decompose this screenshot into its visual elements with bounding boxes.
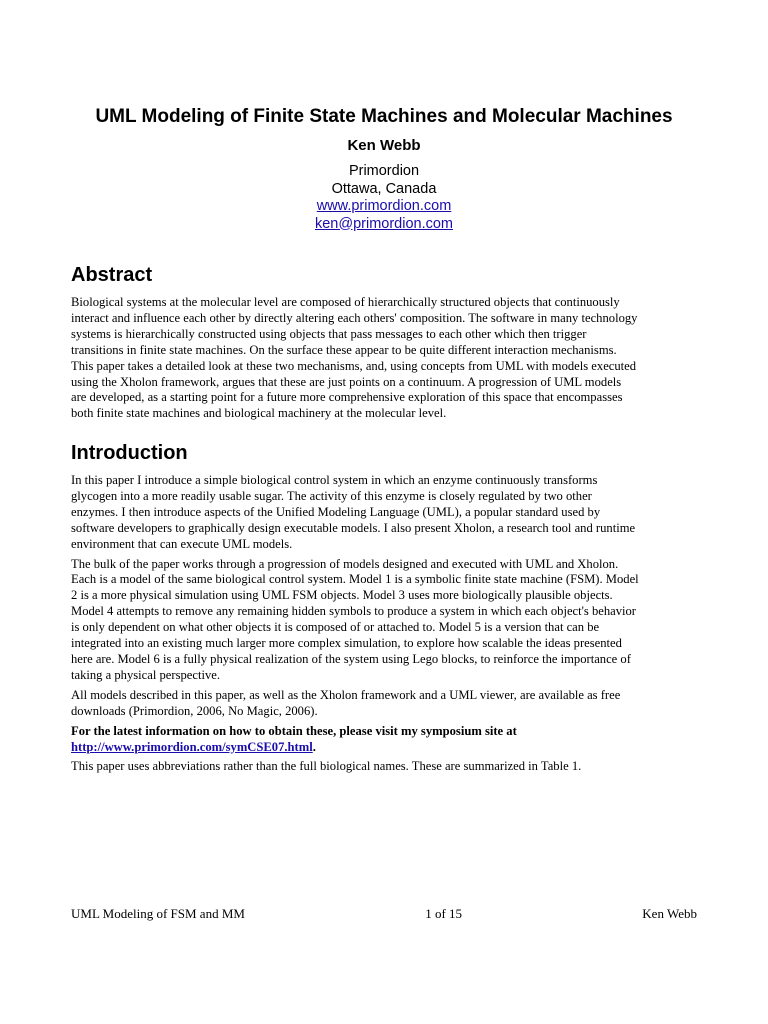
intro-line: Each is a model of the same biological control system. Model 1 is a symbolic finite state machine (FSM). Model bbox=[71, 572, 639, 587]
abstract-line: transitions in finite state machines. On the surface these appear to be quite different interaction mechanisms. bbox=[71, 342, 617, 357]
intro-paragraph-4 bbox=[71, 724, 703, 756]
intro-line: is only dependent on what other objects it is composed of or attached to. Model 5 is a version that can be bbox=[71, 620, 600, 635]
intro-line: Model 4 attempts to remove any remaining hidden symbols to produce a system in which each object's behavior bbox=[71, 604, 637, 619]
author-name: Ken Webb bbox=[347, 137, 421, 154]
intro-paragraph-1 bbox=[71, 473, 703, 553]
abstract-heading: Abstract bbox=[71, 264, 153, 286]
author-affiliation bbox=[0, 163, 768, 233]
intro-paragraph-5 bbox=[71, 759, 703, 775]
footer-author: Ken Webb bbox=[642, 906, 697, 921]
page-footer bbox=[71, 906, 697, 922]
email-link[interactable]: ken@primordion.com bbox=[314, 215, 454, 232]
organization: Primordion bbox=[348, 163, 420, 179]
abstract-line: Biological systems at the molecular level are composed of hierarchically structured objects that continuously bbox=[71, 295, 620, 309]
abstract-line: are developed, as a starting point for a future more comprehensive exploration of this space that encompasses bbox=[71, 390, 623, 405]
location: Ottawa, Canada bbox=[331, 180, 437, 197]
footer-short-title: UML Modeling of FSM and MM bbox=[71, 906, 245, 921]
introduction-body bbox=[71, 473, 703, 779]
abstract-line: systems is hierarchically constructed using objects that pass messages to each other which then trigger bbox=[71, 326, 587, 341]
intro-line: enzymes. I then introduce aspects of the Unified Modeling Language (UML), a popular standard used by bbox=[71, 504, 601, 519]
introduction-heading: Introduction bbox=[71, 442, 188, 464]
intro-line: downloads (Primordion, 2006, No Magic, 2006). bbox=[71, 703, 318, 718]
intro-line: here are. Model 6 is a fully physical realization of the system using Lego blocks, to reinforce the importance of bbox=[71, 651, 631, 666]
intro-line: integrated into an existing much larger more complex simulation, to explore how scalable the ideas presented bbox=[71, 636, 622, 651]
abstract-line: both finite state machines and biological machinery at the molecular level. bbox=[71, 406, 447, 421]
intro-line: environment that can execute UML models. bbox=[71, 536, 293, 551]
intro-paragraph-3 bbox=[71, 688, 703, 720]
website-link[interactable]: www.primordion.com bbox=[316, 198, 452, 214]
intro-paragraph-2 bbox=[71, 557, 703, 684]
paper-title: UML Modeling of Finite State Machines and Molecular Machines bbox=[95, 106, 673, 127]
abstract-line: This paper takes a detailed look at these two mechanisms, and, using concepts from UML with models executed bbox=[71, 358, 637, 373]
intro-line: In this paper I introduce a simple biological control system in which an enzyme continuously transforms bbox=[71, 473, 598, 487]
intro-line: All models described in this paper, as well as the Xholon framework and a UML viewer, are available as free bbox=[71, 687, 621, 702]
intro-line: This paper uses abbreviations rather than the full biological names. These are summarized in Table 1. bbox=[71, 759, 582, 774]
page-number: 1 of 15 bbox=[425, 906, 463, 921]
intro-line: glycogen into a more readily usable sugar. The activity of this enzyme is closely regulated by two other bbox=[71, 488, 592, 503]
intro-line: software developers to graphically design executable models. I also present Xholon, a research tool and runtime bbox=[71, 520, 636, 535]
abstract-line: using the Xholon framework, argues that these are just points on a continuum. A progression of UML models bbox=[71, 374, 622, 389]
abstract-body bbox=[71, 295, 703, 422]
intro-line: taking a physical perspective. bbox=[71, 667, 220, 682]
abstract-line: interact and influence each other by directly altering each others' composition. The software in many technology bbox=[71, 310, 638, 325]
intro-line: 2 is a more physical simulation using UML FSM objects. Model 3 uses more biologically plausible objects. bbox=[71, 588, 613, 603]
intro-line: The bulk of the paper works through a progression of models designed and executed with UML and Xholon. bbox=[71, 556, 619, 571]
symposium-site-link[interactable]: http://www.primordion.com/symCSE07.html bbox=[71, 739, 313, 754]
period: . bbox=[312, 739, 316, 754]
intro-line: For the latest information on how to obtain these, please visit my symposium site at bbox=[71, 723, 517, 738]
